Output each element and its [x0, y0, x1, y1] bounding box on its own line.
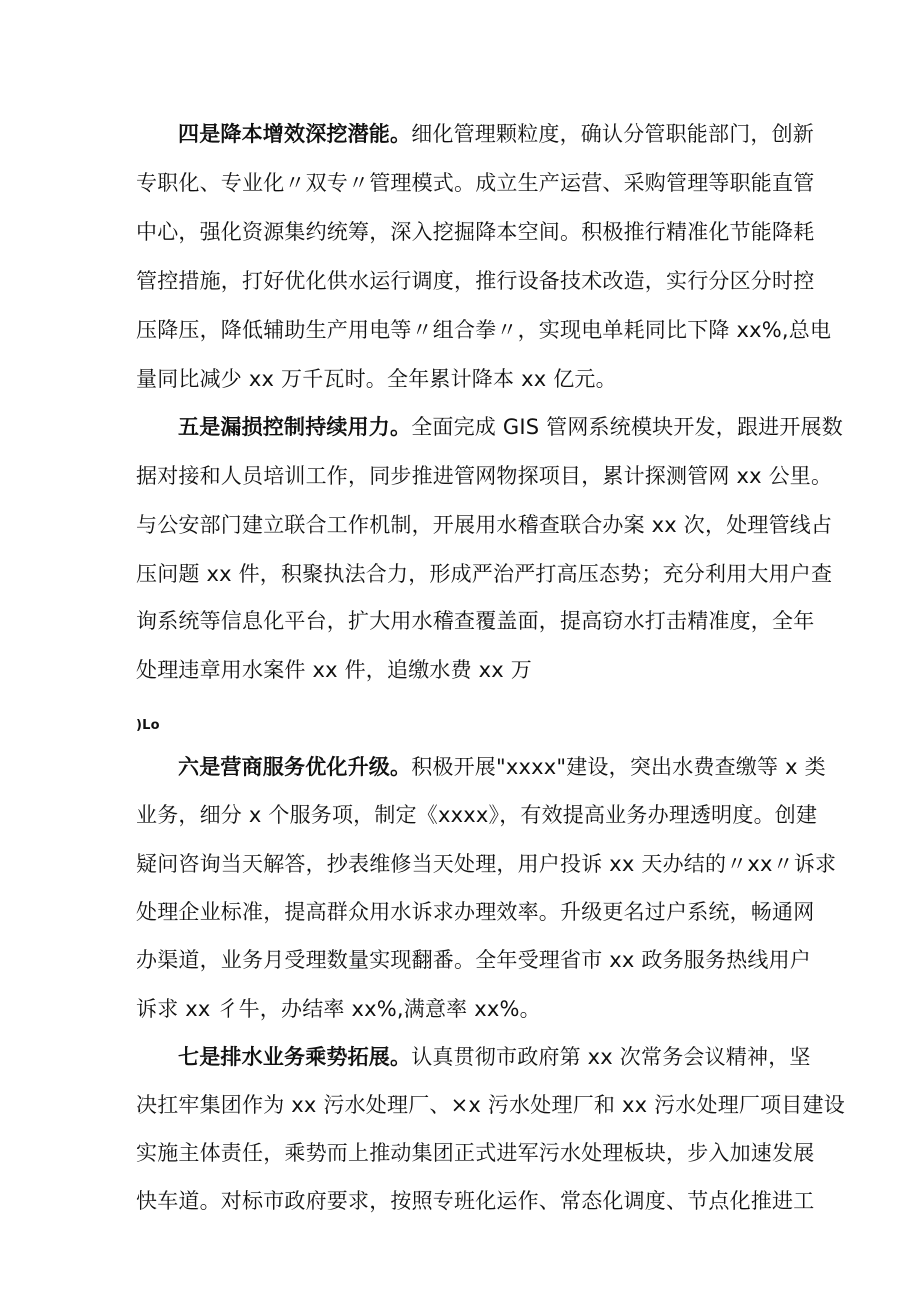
paragraph-4-line-3: 中心，强化资源集约统筹，深入挖掘降本空间。积极推行精准化节能降耗: [136, 220, 815, 244]
paragraph-4-heading: 四是降本增效深挖潜能。: [178, 122, 412, 146]
paragraph-5-line-4: 压问题 xx 件，积聚执法合力，形成严治严打高压态势；充分利用大用户查: [136, 562, 833, 586]
paragraph-4-line-6: 量同比减少 xx 万千瓦时。全年累计降本 xx 亿元。: [136, 367, 617, 391]
paragraph-7-text: 认真贯彻市政府第 xx 次常务会议精神，坚: [411, 1045, 811, 1069]
paragraph-4-line-5: 压降压，降低辅助生产用电等〃组合拳〃，实现电单耗同比下降 xx%,总电: [136, 318, 832, 342]
paragraph-7-line-4: 快车道。对标市政府要求，按照专班化运作、常态化调度、节点化推进工: [136, 1189, 815, 1213]
paragraph-5-line-3: 与公安部门建立联合工作机制，开展用水稽查联合办案 xx 次，处理管线占: [136, 513, 833, 537]
paragraph-6-line-6: 诉求 xx 彳牛，办结率 xx%,满意率 xx%。: [136, 997, 541, 1021]
paragraph-6-heading: 六是营商服务优化升级。: [178, 755, 412, 779]
paragraph-7-heading: 七是排水业务乘势拓展。: [178, 1045, 412, 1069]
paragraph-6-line-4: 处理企业标准，提高群众用水诉求办理效率。升级更名过户系统，畅通网: [136, 900, 815, 924]
paragraph-6-line-5: 办渠道，业务月受理数量实现翻番。全年受理省市 xx 政务服务热线用户: [136, 948, 812, 972]
paragraph-5-heading: 五是漏损控制持续用力。: [178, 415, 412, 439]
paragraph-6-line-1: [178, 753, 826, 781]
paragraph-5-line-5: 询系统等信息化平台，扩大用水稽查覆盖面，提高窃水打击精准度，全年: [136, 609, 815, 633]
paragraph-6-line-2: 业务，细分 x 个服务项，制定《xxxx》，有效提高业务办理透明度。创建: [136, 803, 818, 827]
paragraph-5-text: 全面完成 GIS 管网系统模块开发，跟进开展数: [411, 415, 843, 439]
paragraph-5-line-6: 处理违章用水案件 xx 件，追缴水费 xx 万: [136, 658, 533, 682]
paragraph-7-line-1: [178, 1043, 811, 1071]
paragraph-4-line-2: 专职化、专业化〃双专〃管理模式。成立生产运营、采购管理等职能直管: [136, 171, 815, 195]
paragraph-4-text: 细化管理颗粒度，确认分管职能部门，创新: [411, 122, 815, 146]
paragraph-6-text: 积极开展"xxxx"建设，突出水费查缴等 x 类: [411, 755, 826, 779]
paragraph-4-line-1: [178, 120, 814, 148]
paragraph-5-line-1: [178, 413, 843, 441]
paragraph-7-line-3: 实施主体责任，乘势而上推动集团正式进军污水处理板块，步入加速发展: [136, 1141, 815, 1165]
paragraph-7-line-2: 决扛牢集团作为 xx 污水处理厂、×x 污水处理厂和 xx 污水处理厂项目建设: [136, 1093, 845, 1117]
paragraph-5-line-2: 据对接和人员培训工作，同步推进管网物探项目，累计探测管网 xx 公里。: [136, 464, 833, 488]
stray-fragment: )Lo: [136, 718, 160, 733]
paragraph-6-line-3: 疑问咨询当天解答，抄表维修当天处理，用户投诉 xx 天办结的〃xx〃诉求: [136, 852, 837, 876]
paragraph-4-line-4: 管控措施，打好优化供水运行调度，推行设备技术改造，实行分区分时控: [136, 269, 815, 293]
